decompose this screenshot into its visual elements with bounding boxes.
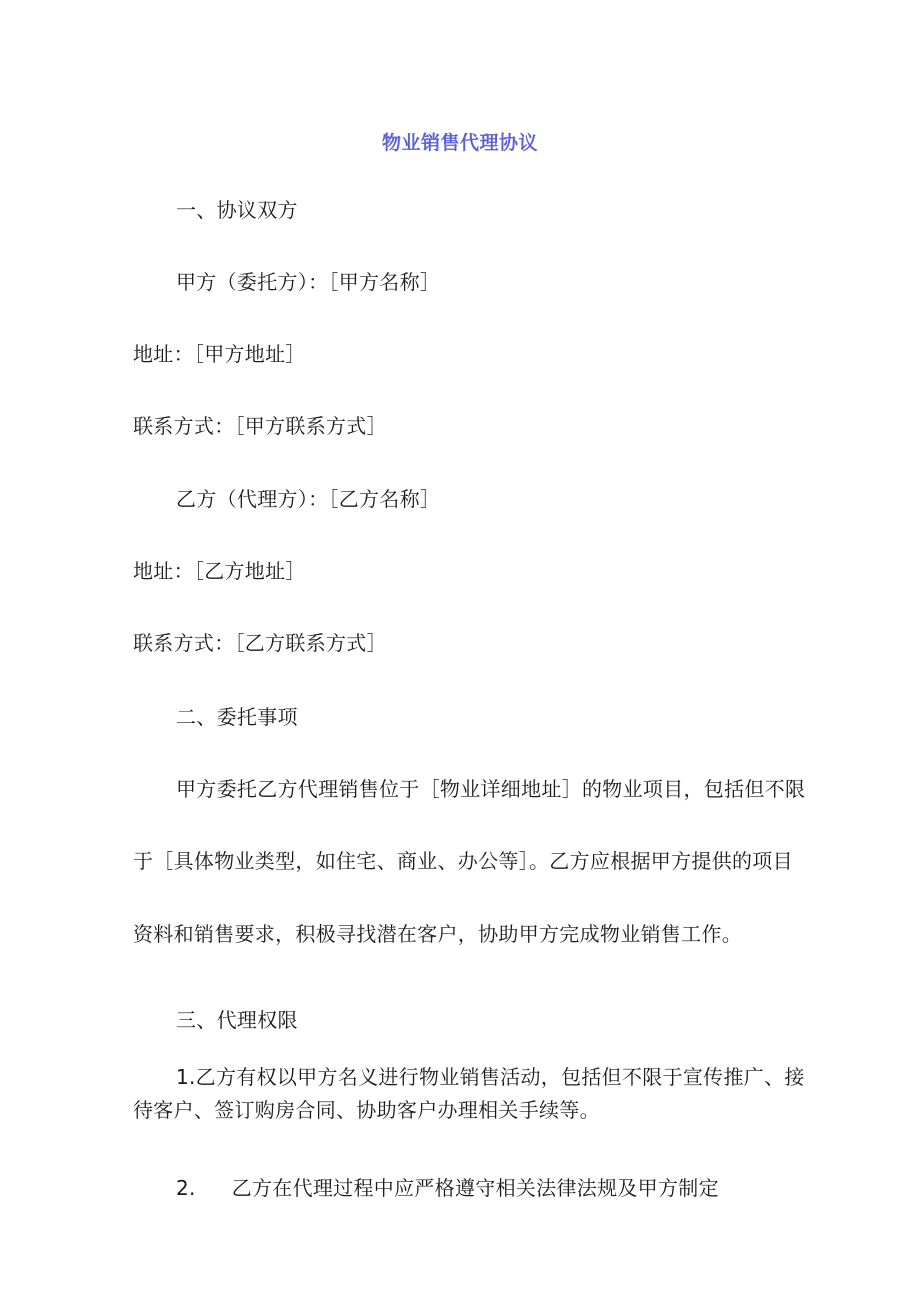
section-2-paragraph-line: 资料和销售要求，积极寻找潜在客户，协助甲方完成物业销售工作。 [133,922,742,946]
section-1-heading: 一、协议双方 [176,198,298,222]
party-a-address: 地址：［甲方地址］ [133,342,306,366]
party-b-contact: 联系方式：［乙方联系方式］ [133,631,387,655]
section-2-paragraph-line: 于［具体物业类型，如住宅、商业、办公等］。乙方应根据甲方提供的项目 [133,849,793,873]
party-a-contact: 联系方式：［甲方联系方式］ [133,414,387,438]
section-3-item-1-line: 1.乙方有权以甲方名义进行物业销售活动，包括但不限于宣传推广、接 [176,1065,805,1089]
document-title: 物业销售代理协议 [381,132,538,154]
section-3-item-2-line [176,1174,719,1202]
party-b-name: 乙方（代理方）：［乙方名称］ [176,487,441,511]
section-3-item-1-line: 待客户、签订购房合同、协助客户办理相关手续等。 [133,1098,600,1122]
section-2-paragraph-line: 甲方委托乙方代理销售位于［物业详细地址］的物业项目，包括但不限 [176,777,806,801]
party-a-name: 甲方（委托方）：［甲方名称］ [176,270,441,294]
section-3-heading: 三、代理权限 [176,1008,298,1032]
party-b-address: 地址：［乙方地址］ [133,559,306,583]
section-2-heading: 二、委托事项 [176,705,298,729]
section-3-item-2-text: 乙方在代理过程中应严格遵守相关法律法规及甲方制定 [231,1176,719,1200]
section-3-item-2-number: 2. [176,1176,196,1200]
